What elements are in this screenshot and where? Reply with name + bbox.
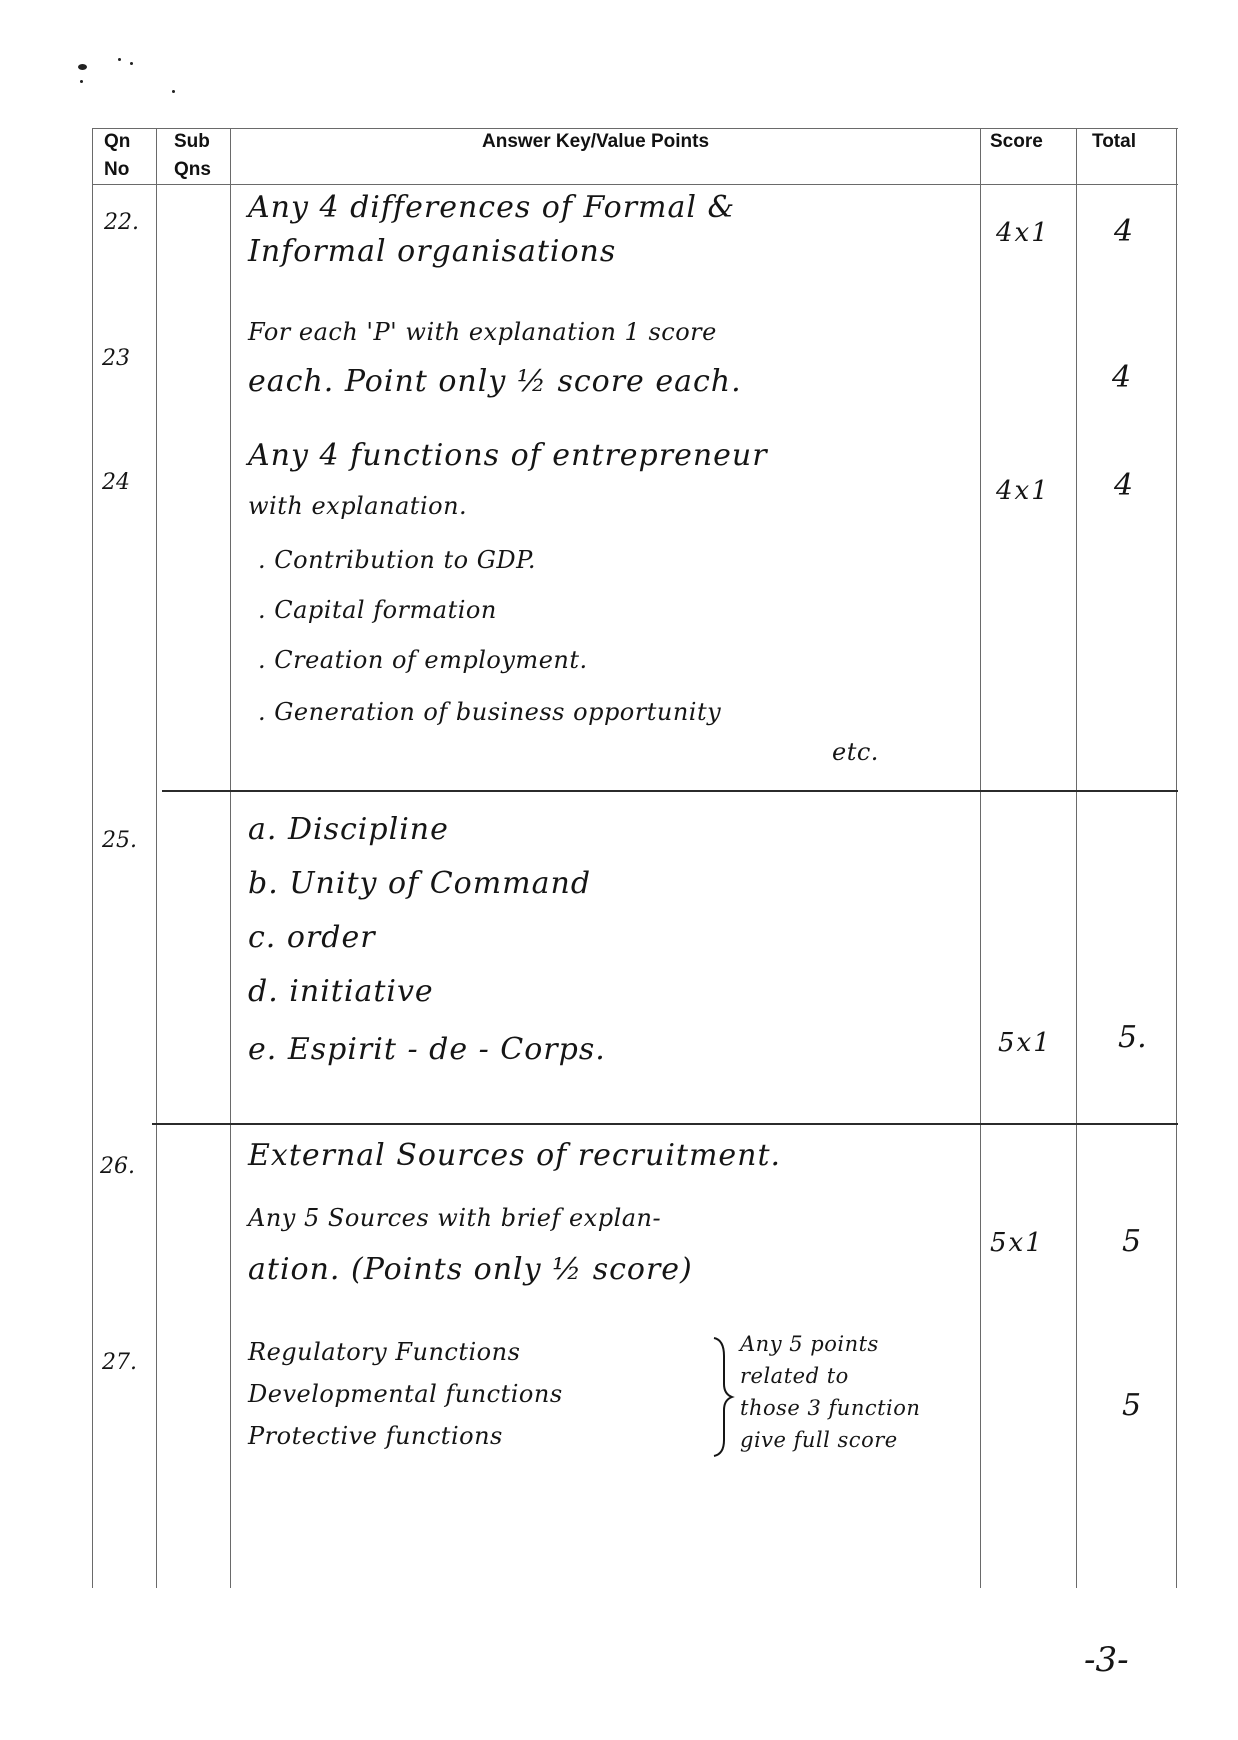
- answer-line: ation. (Points only ½ score): [248, 1252, 693, 1287]
- page-number: -3-: [1084, 1640, 1129, 1680]
- answer-line: each. Point only ½ score each.: [248, 364, 742, 399]
- answer-line: etc.: [832, 738, 879, 766]
- answer-note: related to: [740, 1364, 849, 1388]
- answer-line: d. initiative: [248, 974, 434, 1009]
- score-value: 5x1: [998, 1028, 1052, 1058]
- answer-line: e. Espirit - de - Corps.: [248, 1032, 606, 1067]
- row-divider: [162, 790, 1178, 792]
- answer-line: Developmental functions: [248, 1380, 563, 1408]
- answer-key-table: [92, 128, 1180, 1588]
- answer-bullet: . Creation of employment.: [258, 646, 588, 674]
- total-value: 5: [1122, 1224, 1142, 1259]
- answer-line: Informal organisations: [248, 234, 617, 269]
- total-value: 4: [1114, 468, 1134, 503]
- header-sub-qns: Sub Qns: [174, 131, 211, 180]
- answer-line: Protective functions: [248, 1422, 503, 1450]
- answer-line: External Sources of recruitment.: [248, 1138, 782, 1173]
- total-value: 5: [1122, 1388, 1142, 1423]
- total-value: 4: [1112, 360, 1132, 395]
- answer-line: Any 4 functions of entrepreneur: [248, 438, 768, 473]
- answer-line: Any 5 Sources with brief explan-: [248, 1204, 662, 1232]
- answer-note: Any 5 points: [740, 1332, 879, 1356]
- header-qn-no: Qn No: [104, 131, 131, 180]
- header-answer-key: Answer Key/Value Points: [482, 131, 710, 152]
- answer-line: For each 'P' with explanation 1 score: [248, 318, 717, 346]
- total-value: 5.: [1118, 1020, 1147, 1055]
- curly-brace-icon: [710, 1336, 736, 1458]
- answer-line: Any 4 differences of Formal &: [248, 190, 736, 225]
- total-value: 4: [1114, 214, 1134, 249]
- header-score: Score: [990, 131, 1043, 152]
- answer-bullet: . Generation of business opportunity: [258, 698, 722, 726]
- answer-note: give full score: [740, 1428, 898, 1452]
- header-total: Total: [1092, 131, 1136, 152]
- score-value: 4x1: [996, 476, 1050, 506]
- question-number: 24: [102, 470, 130, 495]
- score-value: 4x1: [996, 218, 1050, 248]
- answer-line: a. Discipline: [248, 812, 449, 847]
- answer-bullet: . Contribution to GDP.: [258, 546, 537, 574]
- answer-bullet: . Capital formation: [258, 596, 497, 624]
- answer-line: c. order: [248, 920, 376, 955]
- row-divider: [152, 1123, 1178, 1125]
- answer-note: those 3 function: [740, 1396, 921, 1420]
- score-value: 5x1: [990, 1228, 1044, 1258]
- question-number: 23: [102, 346, 130, 371]
- answer-line: b. Unity of Command: [248, 866, 592, 901]
- question-number: 25.: [102, 828, 137, 853]
- answer-line: with explanation.: [248, 492, 468, 520]
- scan-specks: [70, 50, 210, 120]
- question-number: 22.: [104, 210, 139, 235]
- question-number: 26.: [100, 1154, 135, 1179]
- question-number: 27.: [102, 1350, 137, 1375]
- answer-line: Regulatory Functions: [248, 1338, 521, 1366]
